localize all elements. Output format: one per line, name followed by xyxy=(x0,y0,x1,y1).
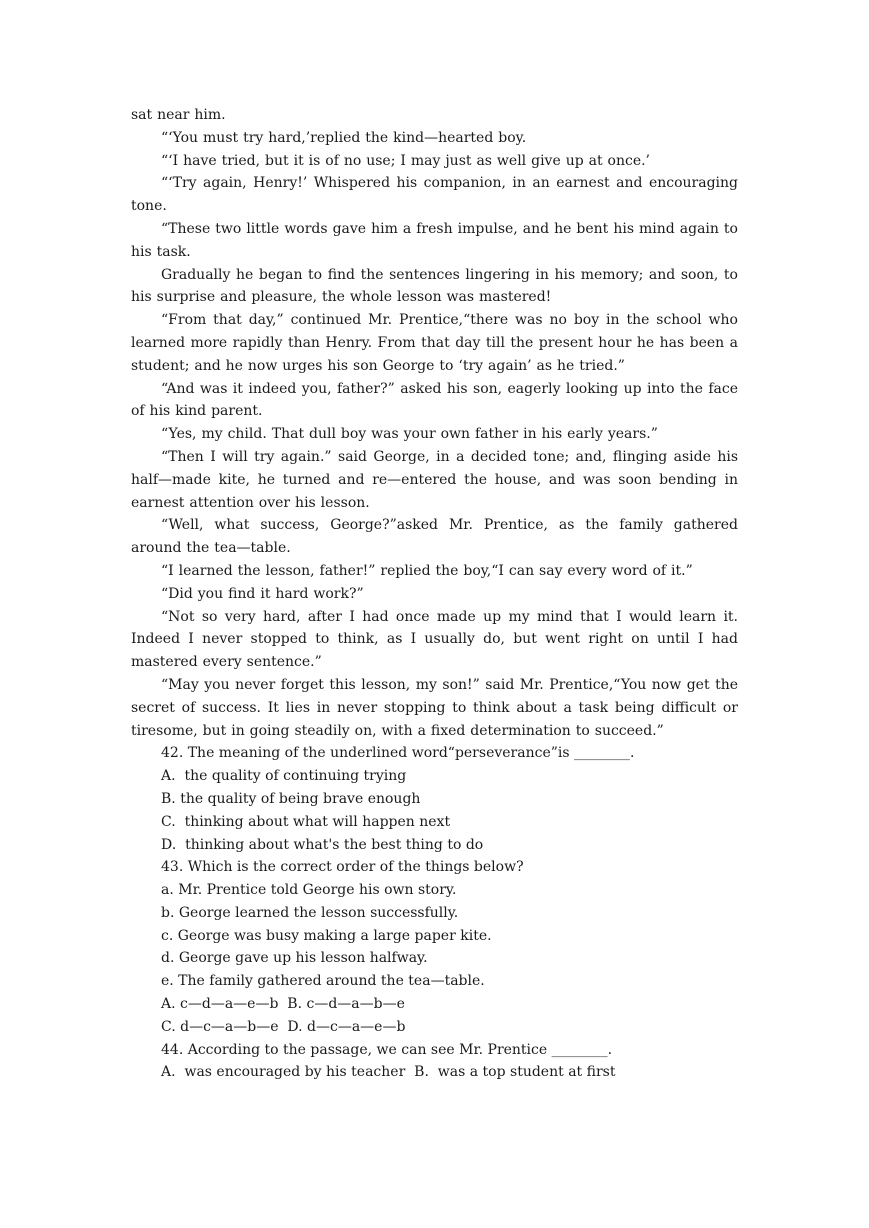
paragraph: “Then I will try again.” said George, in a decided tone; and, flinging aside his half—made kite, he turned and re—entered the house, and was soon bending in earnest attention over his lesson. xyxy=(131,448,738,511)
paragraph: “‘I have tried, but it is of no use; I may just as well give up at once.’ xyxy=(161,152,651,169)
answer-option: B. the quality of being brave enough xyxy=(161,790,421,807)
paragraph: sat near him. xyxy=(131,107,226,123)
event-item: d. George gave up his lesson halfway. xyxy=(161,950,428,967)
question-stem: 42. The meaning of the underlined word“perseverance”is ________. xyxy=(161,745,635,762)
passage-text xyxy=(131,104,738,1084)
answer-option: A. was encouraged by his teacher B. was a top student at first xyxy=(161,1064,616,1081)
event-item: b. George learned the lesson successfully. xyxy=(161,904,459,921)
answer-option: A. c—d—a—e—b B. c—d—a—b—e xyxy=(161,996,405,1013)
answer-option: A. the quality of continuing trying xyxy=(161,768,407,785)
answer-option: C. d—c—a—b—e D. d—c—a—e—b xyxy=(161,1018,406,1035)
paragraph: “‘You must try hard,’replied the kind—hearted boy. xyxy=(161,129,527,146)
paragraph: Gradually he began to find the sentences lingering in his memory; and soon, to his surprise and pleasure, the whole lesson was mastered! xyxy=(131,266,738,306)
answer-option: C. thinking about what will happen next xyxy=(161,813,451,830)
paragraph: “Not so very hard, after I had once made up my mind that I would learn it. Indeed I never stopped to think, as I usually do, but went right on until I had mastered every sentence.” xyxy=(131,608,738,671)
event-item: c. George was busy making a large paper kite. xyxy=(161,927,492,944)
question-stem: 43. Which is the correct order of the things below? xyxy=(161,859,524,876)
paragraph: “These two little words gave him a fresh impulse, and he bent his mind again to his task. xyxy=(131,220,738,260)
paragraph: “I learned the lesson, father!” replied the boy,“I can say every word of it.” xyxy=(161,562,693,579)
paragraph: “From that day,” continued Mr. Prentice,“there was no boy in the school who learned more rapidly than Henry. From that day till the present hour he has been a student; and he now urges his son George to ‘try again’ as he tried.” xyxy=(131,312,738,374)
question-stem: 44. According to the passage, we can see Mr. Prentice ________. xyxy=(161,1041,613,1058)
paragraph: “‘Try again, Henry!’ Whispered his companion, in an earnest and encouraging tone. xyxy=(131,175,738,215)
event-item: e. The family gathered around the tea—table. xyxy=(161,973,485,990)
paragraph: “Well, what success, George?”asked Mr. Prentice, as the family gathered around the tea—table. xyxy=(131,517,738,557)
paragraph: “Did you find it hard work?” xyxy=(161,585,364,602)
story-passage xyxy=(131,104,738,742)
question-list xyxy=(131,742,738,1084)
paragraph: “And was it indeed you, father?” asked his son, eagerly looking up into the face of his kind parent. xyxy=(131,380,738,420)
paragraph: “May you never forget this lesson, my son!” said Mr. Prentice,“You now get the secret of success. It lies in never stopping to think about a task being difficult or tiresome, but in going steadily on, with a fixed determination to succeed.” xyxy=(131,676,738,739)
event-item: a. Mr. Prentice told George his own story. xyxy=(161,882,457,899)
paragraph: “Yes, my child. That dull boy was your own father in his early years.” xyxy=(161,426,658,443)
answer-option: D. thinking about what's the best thing to do xyxy=(161,836,484,853)
